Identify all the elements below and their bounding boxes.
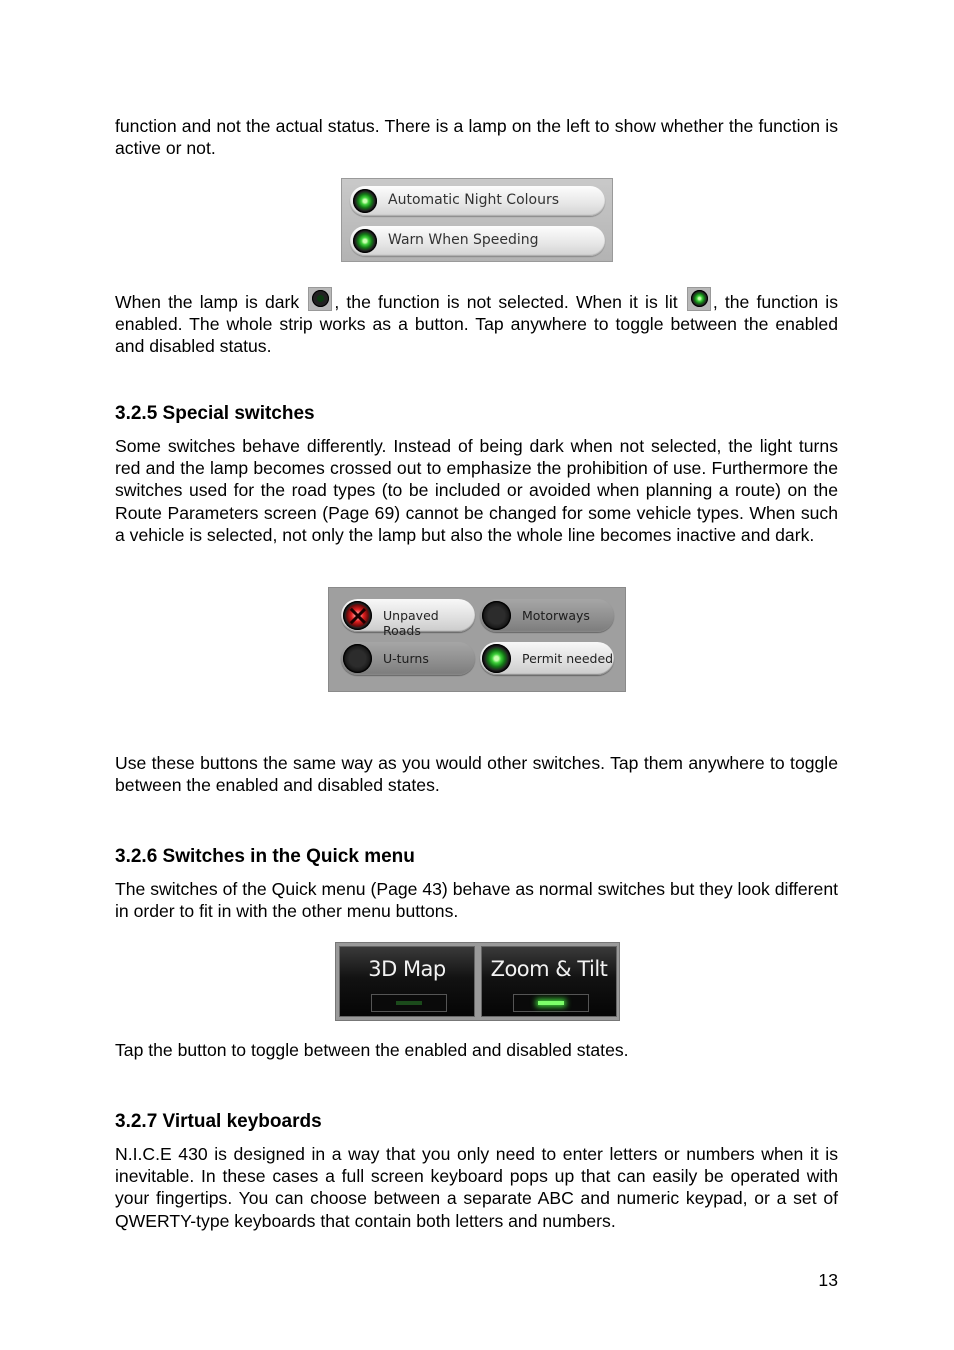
indicator-on-icon [513, 994, 589, 1012]
lamp-lit-icon [353, 189, 377, 213]
crossed-red-lamp-icon [343, 601, 372, 630]
quick-menu-paragraph: The switches of the Quick menu (Page 43) behave as normal switches but they look different in order to fit in with the other menu buttons. [115, 879, 838, 922]
switch-u-turns [341, 642, 475, 675]
switch-permit-needed[interactable] [480, 642, 614, 675]
text-segment: When the lamp is dark [115, 292, 300, 312]
heading-special-switches: 3.2.5 Special switches [115, 403, 315, 424]
page-number: 13 [818, 1270, 838, 1290]
figure-standard-switches [341, 178, 613, 262]
heading-quick-menu-switches: 3.2.6 Switches in the Quick menu [115, 846, 415, 867]
heading-virtual-keyboards: 3.2.7 Virtual keyboards [115, 1111, 322, 1132]
intro-paragraph: function and not the actual status. There is a lamp on the left to show whether the function is active or not. [115, 116, 838, 159]
indicator-off-icon [371, 994, 447, 1012]
lamp-lit-icon [482, 644, 511, 673]
text-segment: , the function is not selected. When it is lit [334, 292, 678, 312]
dark-lamp-icon [482, 601, 511, 630]
toggle-paragraph: Tap the button to toggle between the enabled and disabled states. [115, 1040, 629, 1060]
quick-button-3d-map[interactable] [339, 946, 475, 1017]
switch-label: Warn When Speeding [388, 232, 539, 248]
quick-button-label: Zoom & Tilt [490, 957, 608, 981]
switch-motorways [480, 599, 614, 632]
text-segment: , the function is enabled. The whole strip works as a button. Tap anywhere to toggle between the enabled and disabled status. [115, 292, 839, 357]
switch-label: Permit needed [522, 651, 614, 666]
switch-label: U-turns [383, 651, 429, 666]
quick-button-label: 3D Map [368, 957, 446, 981]
dark-lamp-icon [308, 287, 332, 311]
special-switches-paragraph: Some switches behave differently. Instead of being dark when not selected, the light turns red and the lamp becomes crossed out to emphasize the prohibition of use. Furthermore the switches used for the road types (to be included or avoided when planning a route) on the Route Parameters screen (Page 69) cannot be changed for some vehicle types. When such a vehicle is selected, not only the lamp but also the whole line becomes inactive and dark. [115, 436, 838, 545]
usage-paragraph: Use these buttons the same way as you would other switches. Tap them anywhere to toggle between the enabled and disabled states. [115, 753, 838, 796]
switch-label: Unpaved Roads [383, 608, 439, 638]
switch-warn-when-speeding[interactable] [350, 226, 605, 256]
virtual-keyboards-paragraph: N.I.C.E 430 is designed in a way that you only need to enter letters or numbers when it is inevitable. In these cases a full screen keyboard pops up that can easily be operated with your fingertips. You can choose between a separate ABC and numeric keypad, or a set of QWERTY-type keyboards that contain both letters and numbers. [115, 1144, 838, 1231]
lamp-lit-icon [353, 229, 377, 253]
lamp-explanation-paragraph [115, 287, 838, 358]
switch-automatic-night-colours[interactable] [350, 186, 605, 216]
figure-special-switches [328, 587, 626, 692]
dark-lamp-icon [343, 644, 372, 673]
switch-label: Automatic Night Colours [388, 192, 560, 208]
lit-lamp-icon [687, 287, 711, 311]
switch-unpaved-roads[interactable] [341, 599, 475, 638]
switch-label: Motorways [522, 608, 590, 623]
figure-quick-menu-buttons [335, 942, 620, 1021]
quick-button-zoom-tilt[interactable] [481, 946, 617, 1017]
